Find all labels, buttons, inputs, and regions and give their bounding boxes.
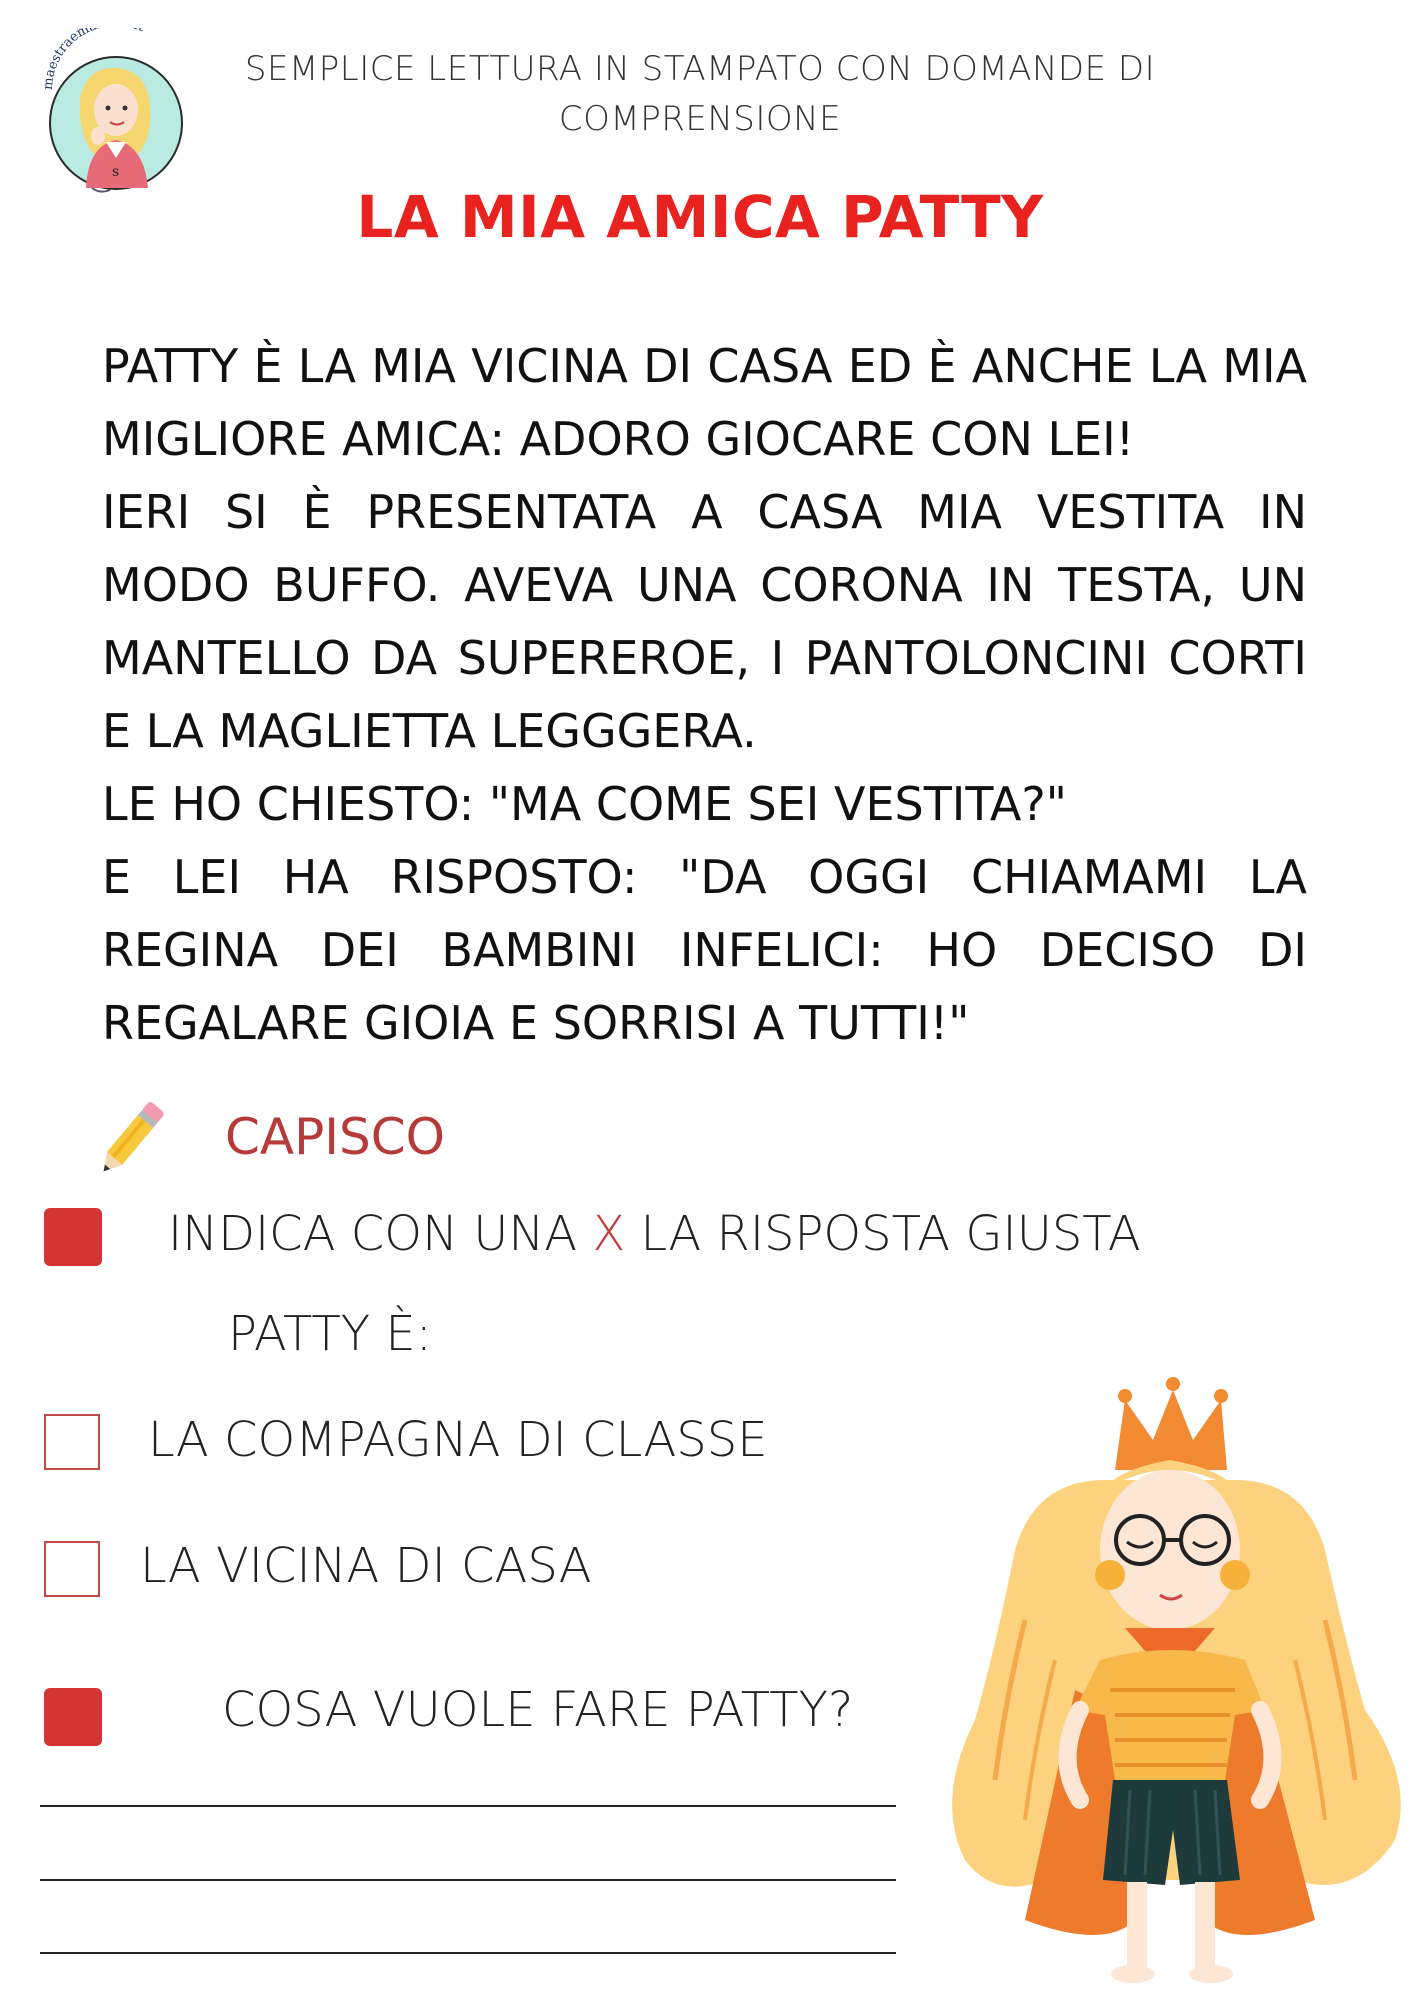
answer-line-3[interactable]	[40, 1952, 896, 1954]
instruction-text-start: INDICA CON UNA	[168, 1206, 593, 1262]
page-subtitle	[230, 44, 1170, 144]
red-bullet-icon	[44, 1208, 102, 1266]
answer-checkbox-1[interactable]	[44, 1414, 100, 1470]
instruction-text-end: LA RISPOSTA GIUSTA	[625, 1206, 1141, 1262]
red-bullet-icon	[44, 1688, 102, 1746]
question-1: PATTY È:	[228, 1306, 432, 1362]
svg-text:s: s	[112, 164, 120, 180]
answer-option-1: LA COMPAGNA DI CLASSE	[148, 1412, 768, 1468]
answer-line-1[interactable]	[40, 1805, 896, 1807]
question-2: COSA VUOLE FARE PATTY?	[222, 1682, 854, 1738]
logo	[40, 28, 190, 208]
subtitle-line-1: SEMPLICE LETTURA IN STAMPATO CON DOMANDE DI	[244, 49, 1156, 89]
answer-option-2: LA VICINA DI CASA	[140, 1538, 592, 1594]
logo-avatar-icon	[40, 28, 190, 208]
svg-text:maestraemamma.it: maestraem	[40, 28, 92, 91]
page-title: LA MIA AMICA PATTY	[356, 183, 1044, 251]
pencil-icon	[85, 1095, 175, 1185]
story-paragraph-3: LE HO CHIESTO: "MA COME SEI VESTITA?"	[102, 777, 1067, 831]
answer-line-2[interactable]	[40, 1879, 896, 1881]
story-text	[102, 330, 1307, 1060]
answer-checkbox-2[interactable]	[44, 1541, 100, 1597]
subtitle-line-2: COMPRENSIONE	[558, 99, 842, 139]
instruction-x-mark: X	[592, 1206, 626, 1262]
girl-illustration	[905, 1360, 1414, 1990]
instruction-text	[168, 1206, 1141, 1262]
story-paragraph-2: IERI SI È PRESENTATA A CASA MIA VESTITA IN MODO BUFFO. AVEVA UNA CORONA IN TESTA, UN MANTELLO DA SUPEREROE, I PANTOLONCINI CORTI E LA MAGLIETTA LEGGGERA.	[102, 485, 1307, 758]
section-label: CAPISCO	[225, 1108, 446, 1166]
story-paragraph-4: E LEI HA RISPOSTO: "DA OGGI CHIAMAMI LA REGINA DEI BAMBINI INFELICI: HO DECISO DI REGALARE GIOIA E SORRISI A TUTTI!"	[102, 850, 1307, 1050]
story-paragraph-1: PATTY È LA MIA VICINA DI CASA ED È ANCHE LA MIA MIGLIORE AMICA: ADORO GIOCARE CON LEI!	[102, 339, 1307, 466]
